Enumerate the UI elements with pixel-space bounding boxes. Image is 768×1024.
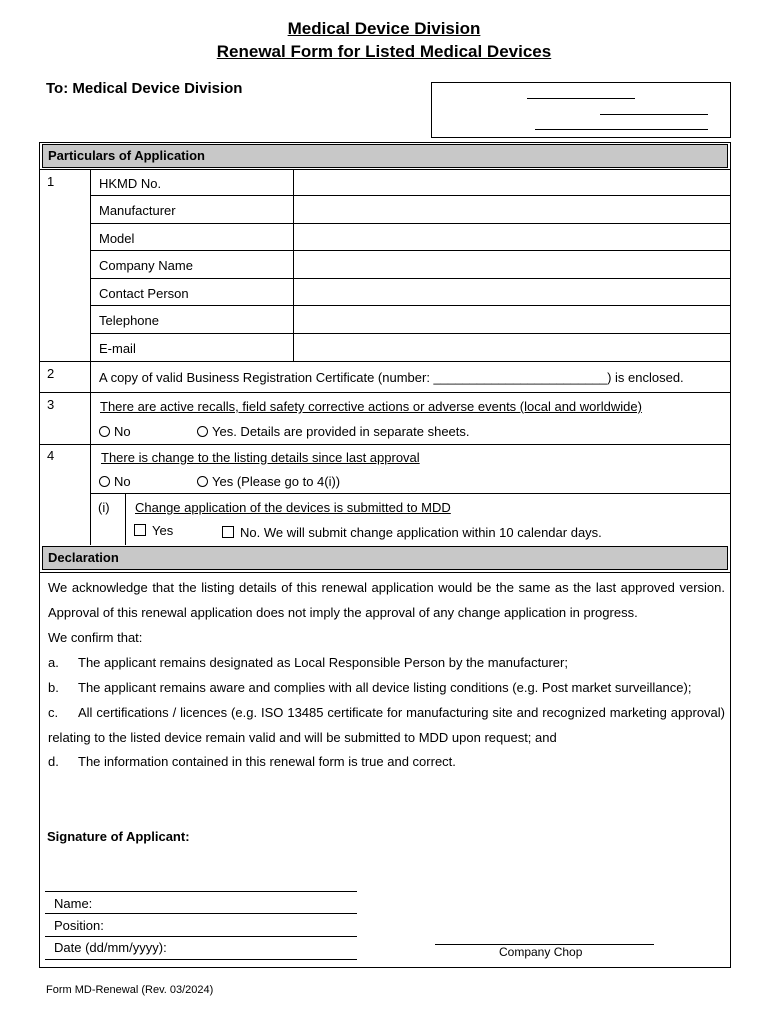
- confirm-item-b: [48, 675, 725, 700]
- item-text: The applicant remains designated as Local Responsible Person by the manufacturer;: [78, 655, 568, 670]
- company-label: Company Name: [99, 258, 193, 273]
- divider: [90, 493, 730, 494]
- hkmd-input[interactable]: [300, 176, 720, 192]
- item-marker: a.: [48, 655, 59, 670]
- model-label: Model: [99, 231, 135, 246]
- item-4-yes-option[interactable]: [197, 474, 340, 489]
- form-title: Medical Device Division: [287, 19, 481, 38]
- position-line[interactable]: [45, 936, 357, 937]
- item-2-number: 2: [47, 366, 55, 381]
- item-4i-divider: [125, 493, 126, 545]
- field-row-contact: [90, 279, 730, 306]
- office-use-box: [431, 82, 731, 138]
- email-label: E-mail: [99, 341, 136, 356]
- item-2-suffix: ) is enclosed.: [607, 370, 684, 385]
- item-3-divider: [90, 392, 91, 444]
- item-marker: c.: [48, 705, 59, 720]
- company-input[interactable]: [300, 258, 720, 274]
- contact-input[interactable]: [300, 286, 720, 302]
- item-4-no-option[interactable]: [99, 474, 131, 489]
- name-line[interactable]: [45, 913, 357, 914]
- item-4-number: 4: [47, 448, 55, 463]
- item-marker: b.: [48, 680, 59, 695]
- name-label: Name:: [54, 896, 93, 911]
- form-subtitle: Renewal Form for Listed Medical Devices: [216, 42, 552, 61]
- date-label: Date (dd/mm/yyyy):: [54, 940, 167, 955]
- field-row-company: [90, 251, 730, 279]
- particulars-header: Particulars of Application: [42, 144, 728, 168]
- ref-line-2[interactable]: [600, 114, 708, 115]
- manufacturer-label: Manufacturer: [99, 203, 176, 218]
- form-reference: Form MD-Renewal (Rev. 03/2024): [46, 984, 214, 996]
- field-row-email: [90, 334, 730, 361]
- model-input[interactable]: [300, 231, 720, 247]
- signature-line[interactable]: [45, 891, 357, 892]
- item-4i-number: (i): [98, 500, 110, 515]
- item-2-divider: [90, 361, 91, 392]
- divider: [40, 361, 730, 362]
- checkbox-icon[interactable]: [134, 524, 146, 536]
- br-number-input[interactable]: ________________________: [433, 370, 608, 385]
- confirm-item-c: [48, 700, 725, 750]
- telephone-label: Telephone: [99, 313, 159, 328]
- item-4-no-label: No: [114, 474, 131, 489]
- declaration-header: Declaration: [42, 546, 728, 570]
- checkbox-icon[interactable]: [222, 526, 234, 538]
- signature-label: Signature of Applicant:: [47, 829, 190, 844]
- field-row-manufacturer: [90, 196, 730, 224]
- item-3-no-label: No: [114, 424, 131, 439]
- item-3-text: There are active recalls, field safety corrective actions or adverse events (local and worldwide): [100, 399, 642, 414]
- item-4i-no-option[interactable]: [222, 525, 602, 540]
- item-1-number: 1: [47, 174, 55, 189]
- item-4-divider: [90, 444, 91, 545]
- item-marker: d.: [48, 754, 59, 769]
- item-3-number: 3: [47, 397, 55, 412]
- item-text: All certifications / licences (e.g. ISO 13485 certificate for manufacturing site and recognized marketing approval) relating to the listed device remain valid and will be submitted to MDD upon request; and: [48, 705, 725, 745]
- hkmd-label: HKMD No.: [99, 176, 162, 191]
- item-4i-text: Change application of the devices is submitted to MDD: [135, 500, 451, 515]
- addressee: To: Medical Device Division: [46, 80, 243, 97]
- ref-line-1[interactable]: [527, 98, 635, 99]
- telephone-input[interactable]: [300, 313, 720, 329]
- item-text: The information contained in this renewal form is true and correct.: [78, 754, 456, 769]
- radio-icon[interactable]: [99, 426, 110, 437]
- item-3-yes-option[interactable]: [197, 424, 470, 439]
- confirm-line: We confirm that:: [48, 630, 143, 645]
- item-3-yes-label: Yes. Details are provided in separate sheets.: [212, 424, 470, 439]
- declaration-paragraph: We acknowledge that the listing details of this renewal application would be the same as the last approved version. Approval of this renewal application does not imply the approval of any change application in progress.: [48, 580, 725, 620]
- item-2-prefix: A copy of valid Business Registration Certificate (number:: [99, 370, 434, 385]
- field-row-telephone: [90, 306, 730, 334]
- item-4-yes-label: Yes (Please go to 4(i)): [212, 474, 341, 489]
- item-4i-no-label: No. We will submit change application within 10 calendar days.: [240, 525, 602, 540]
- confirm-item-d: [48, 750, 725, 774]
- item-4i-yes-option[interactable]: [134, 523, 173, 538]
- radio-icon[interactable]: [99, 476, 110, 487]
- manufacturer-input[interactable]: [300, 203, 720, 219]
- divider: [40, 444, 730, 445]
- form-frame: [39, 142, 731, 968]
- date-line[interactable]: [45, 959, 357, 960]
- divider: [40, 572, 730, 573]
- position-label: Position:: [54, 918, 104, 933]
- field-row-hkmd: [90, 169, 730, 196]
- contact-label: Contact Person: [99, 286, 189, 301]
- radio-icon[interactable]: [197, 476, 208, 487]
- confirm-item-a: [48, 650, 725, 675]
- company-chop-label: Company Chop: [499, 945, 583, 959]
- radio-icon[interactable]: [197, 426, 208, 437]
- item-2-text: [99, 370, 684, 385]
- item-text: The applicant remains aware and complies with all device listing conditions (e.g. Post market surveillance);: [78, 680, 692, 695]
- item-4-text: There is change to the listing details since last approval: [101, 450, 420, 465]
- email-input[interactable]: [300, 341, 720, 357]
- divider: [40, 392, 730, 393]
- ref-line-3[interactable]: [535, 129, 708, 130]
- field-row-model: [90, 224, 730, 251]
- item-4i-yes-label: Yes: [152, 523, 174, 538]
- item-3-no-option[interactable]: [99, 424, 131, 439]
- declaration-body: [48, 575, 725, 774]
